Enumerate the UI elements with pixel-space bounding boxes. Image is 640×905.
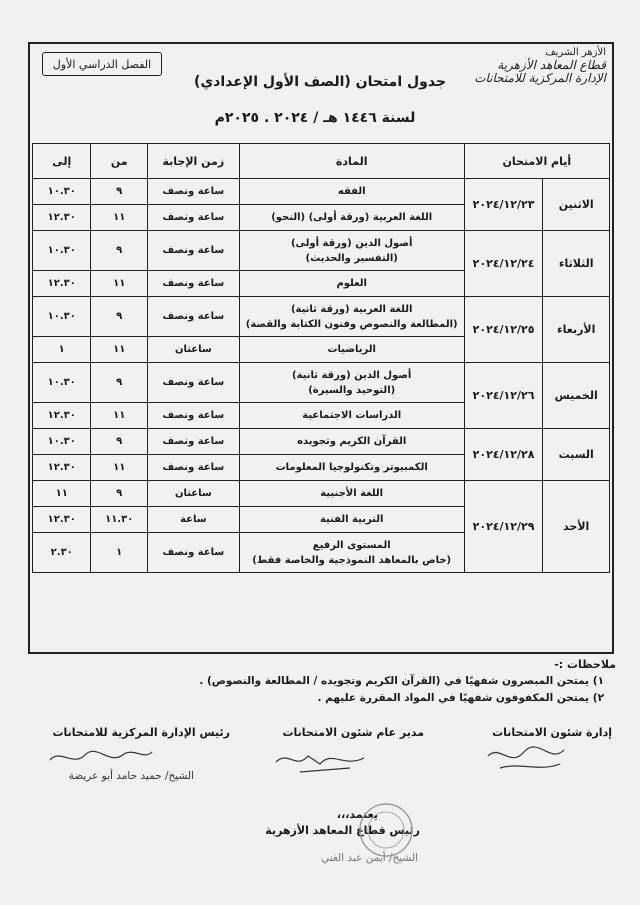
cell-duration: ساعة ونصف [147,429,239,455]
cell-date: ٢٠٢٤/١٢/٢٩ [464,481,543,573]
cell-duration: ساعة ونصف [147,205,239,231]
cell-to: ١٠.٣٠ [33,429,91,455]
header-line-1: الأزهر الشريف [545,47,606,58]
cell-from: ٩ [91,179,147,205]
header-from: من [91,144,147,179]
institution-header [456,46,606,85]
cell-duration: ساعة ونصف [147,403,239,429]
cell-duration: ساعة ونصف [147,179,239,205]
cell-duration: ساعة ونصف [147,297,239,337]
cell-date: ٢٠٢٤/١٢/٢٥ [464,297,543,363]
cell-subject: الكمبيوتر وتكنولوجيا المعلومات [239,455,464,481]
cell-duration: ساعة ونصف [147,363,239,403]
cell-from: ٩ [91,231,147,271]
cell-from: ١١ [91,403,147,429]
cell-to: ١٠.٣٠ [33,297,91,337]
cell-day: الثلاثاء [543,231,610,297]
cell-subject: الرياضيات [239,337,464,363]
notes-section [40,656,616,707]
cell-subject: أصول الدين (ورقة أولى) (التفسير والحديث) [239,231,464,271]
notes-title: ملاحظات :- [554,658,616,671]
cell-from: ١١.٣٠ [91,507,147,533]
cell-to: ١٢.٣٠ [33,271,91,297]
table-header-row [33,144,610,179]
cell-subject: الفقه [239,179,464,205]
handwritten-signature-2 [270,744,370,776]
cell-date: ٢٠٢٤/١٢/٢٤ [464,231,543,297]
note-1: ١) يمتحن المبصرون شفهيًا في (القرآن الكريم وتجويده / المطالعة والنصوص) . [199,675,604,687]
signature-central-head: رئيس الإدارة المركزية للامتحانات [52,726,230,739]
cell-subject: اللغة الأجنبية [239,481,464,507]
signature-sector-head: رئيس قطاع المعاهد الأزهرية [265,824,420,837]
cell-to: ١٢.٣٠ [33,455,91,481]
cell-from: ٩ [91,297,147,337]
exam-schedule-table [32,143,610,573]
cell-day: الأربعاء [543,297,610,363]
signature-sector-head-name: الشيخ/ أيمن عبد الغني [321,852,418,864]
cell-duration: ساعتان [147,481,239,507]
cell-subject: المستوى الرفيع (خاص بالمعاهد النموذجية والخاصة فقط) [239,533,464,573]
signature-exams-admin: إدارة شئون الامتحانات [492,726,612,739]
cell-day: السبت [543,429,610,481]
official-stamp [346,800,426,860]
cell-subject: القرآن الكريم وتجويده [239,429,464,455]
cell-from: ١١ [91,455,147,481]
cell-date: ٢٠٢٤/١٢/٢٨ [464,429,543,481]
cell-day: الخميس [543,363,610,429]
note-2: ٢) يمتحن المكفوفون شفهيًا في المواد المقررة عليهم . [317,692,604,704]
table-row [33,231,610,271]
cell-date: ٢٠٢٤/١٢/٢٣ [464,179,543,231]
cell-duration: ساعتان [147,337,239,363]
cell-from: ١١ [91,205,147,231]
header-line-2: قطاع المعاهد الأزهرية [497,58,606,72]
cell-from: ٩ [91,363,147,403]
cell-from: ١١ [91,337,147,363]
approval-label: يعتمد،،، [336,808,378,821]
cell-to: ٢.٣٠ [33,533,91,573]
cell-duration: ساعة ونصف [147,271,239,297]
cell-duration: ساعة ونصف [147,533,239,573]
header-duration: زمن الإجابة [147,144,239,179]
cell-to: ١٢.٣٠ [33,507,91,533]
signature-general-manager: مدير عام شئون الامتحانات [282,726,424,739]
header-subject: المادة [239,144,464,179]
cell-from: ١١ [91,271,147,297]
page-title: جدول امتحان (الصف الأول الإعدادي) [193,74,447,90]
cell-subject: اللغة العربية (ورقة أولى) (النحو) [239,205,464,231]
table-row [33,363,610,403]
cell-to: ١٠.٣٠ [33,363,91,403]
table-row [33,481,610,507]
cell-from: ٩ [91,481,147,507]
academic-year: لسنة ١٤٤٦ هـ / ٢٠٢٤ . ٢٠٢٥م [214,110,416,126]
cell-subject: اللغة العربية (ورقة ثانية) (المطالعة والنصوص وفنون الكتابة والقصة) [239,297,464,337]
cell-date: ٢٠٢٤/١٢/٢٦ [464,363,543,429]
cell-to: ١٠.٣٠ [33,179,91,205]
signature-central-head-name: الشيخ/ حميد حامد أبو عريضة [68,770,194,782]
cell-to: ١٢.٣٠ [33,205,91,231]
header-days: أيام الامتحان [464,144,609,179]
cell-to: ١٠.٣٠ [33,231,91,271]
cell-duration: ساعة [147,507,239,533]
handwritten-signature-3 [46,740,156,774]
cell-day: الأحد [543,481,610,573]
cell-from: ١ [91,533,147,573]
cell-subject: العلوم [239,271,464,297]
table-row [33,179,610,205]
exam-schedule-body [33,179,610,573]
cell-duration: ساعة ونصف [147,231,239,271]
header-line-3: الإدارة المركزية للامتحانات [474,71,606,85]
table-row [33,297,610,337]
cell-subject: أصول الدين (ورقة ثانية) (التوحيد والسيرة) [239,363,464,403]
cell-duration: ساعة ونصف [147,455,239,481]
cell-to: ١١ [33,481,91,507]
cell-day: الاثنين [543,179,610,231]
table-row [33,429,610,455]
cell-to: ١ [33,337,91,363]
cell-subject: الدراسات الاجتماعية [239,403,464,429]
cell-from: ٩ [91,429,147,455]
cell-to: ١٢.٣٠ [33,403,91,429]
handwritten-signature-1 [480,742,570,776]
cell-subject: التربية الفنية [239,507,464,533]
header-to: إلى [33,144,91,179]
semester-badge: الفصل الدراسي الأول [42,52,162,76]
